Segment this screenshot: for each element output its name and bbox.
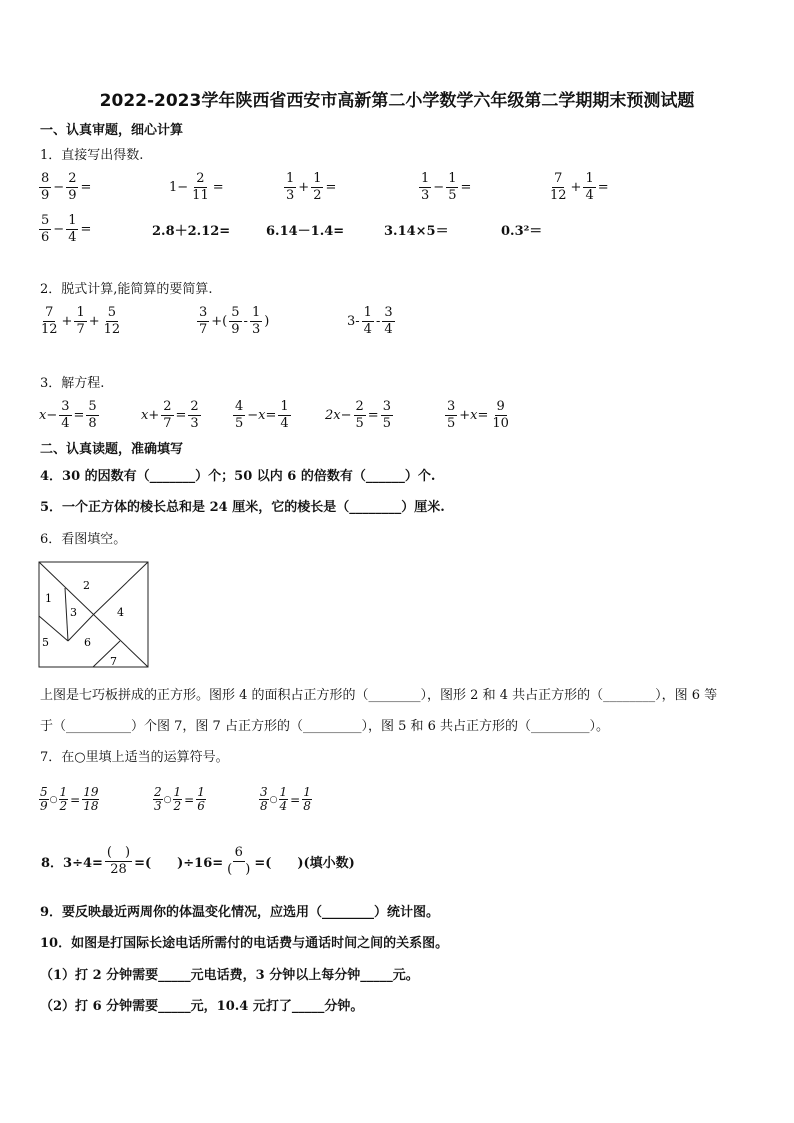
fraction: $\frac{5}{8}$ xyxy=(88,399,97,431)
q3-label: 3．解方程. xyxy=(40,376,105,391)
fraction: $\frac{1}{4}$ xyxy=(585,171,594,203)
tangram-edge-a xyxy=(65,588,68,641)
q1-r1-item1: $\frac{8}{9}$ − $\frac{2}{9}$ = xyxy=(41,171,92,203)
tangram-label-7: 7 xyxy=(110,655,117,668)
fraction: 2 3 xyxy=(154,785,162,813)
q7-item-3: 3 8 ○ $\frac{1}{4}$ = $\frac{1}{8}$ xyxy=(260,785,311,813)
q6-line-2: 于（__________）个图 7，图 7 占正方形的（_________），图 5 和 6 共占正方形的（_________）。 xyxy=(40,719,610,734)
fraction: $\frac{5}{6}$ xyxy=(41,213,50,245)
section-2-heading: 二、认真读题，准确填写 xyxy=(40,442,184,457)
q10-label: 10．如图是打国际长途电话所需付的电话费与通话时间之间的关系图。 xyxy=(40,936,449,951)
fraction: $\frac{3}{7}$ xyxy=(199,305,208,337)
page-title: 2022-2023学年陕西省西安市高新第二小学数学六年级第二学期期末预测试题 xyxy=(99,91,695,111)
operator-circle[interactable]: ○ xyxy=(49,794,58,805)
fraction: $\frac{7}{12}$ xyxy=(550,171,567,203)
fraction: $\frac{5}{9}$ xyxy=(231,305,240,337)
q5-text: 5．一个正方体的棱长总和是 24 厘米，它的棱长是（________）厘米. xyxy=(40,500,445,515)
fraction: $\frac{1}{7}$ xyxy=(76,305,85,337)
fraction: $\frac{2}{11}$ xyxy=(192,171,209,203)
tangram-label-3: 3 xyxy=(70,606,77,619)
fraction: 5 9 xyxy=(40,785,48,813)
fraction: $\frac{1}{5}$ xyxy=(448,171,457,203)
q1-r1-item2: 1− $\frac{2}{11}$ = xyxy=(169,171,224,203)
q3-eq-4: 2x− $\frac{2}{5}$ = $\frac{3}{5}$ xyxy=(325,399,391,431)
q1-r1-item5: $\frac{7}{12}$ + $\frac{1}{4}$ = xyxy=(550,171,609,203)
q8-expression: 8．3÷4= $\frac{( )}{28}$ =( )÷16= $\frac{6}{( )}$ =( )(填小数) xyxy=(41,845,355,877)
tangram-label-6: 6 xyxy=(84,636,91,649)
q3-eq-1: x− $\frac{3}{4}$ = $\frac{5}{8}$ xyxy=(39,399,97,431)
fraction: $\frac{2}{3}$ xyxy=(190,399,199,431)
q2-expr-3: 3- $\frac{1}{4}$ - $\frac{3}{4}$ xyxy=(347,305,393,337)
q1-r2-item4: 3.14×5＝ xyxy=(384,224,449,239)
q2-label: 2．脱式计算,能简算的要简算. xyxy=(40,282,213,297)
fraction: $\frac{1}{3}$ xyxy=(286,171,295,203)
fraction: $\frac{7}{12}$ xyxy=(41,305,58,337)
tangram-label-4: 4 xyxy=(117,606,124,619)
fraction: $\frac{3}{5}$ xyxy=(447,399,456,431)
q10-sub-2: （2）打 6 分钟需要_____元，10.4 元打了_____分钟。 xyxy=(40,999,364,1014)
q1-r2-item5: 0.3²＝ xyxy=(501,224,543,239)
q2-expr-2: $\frac{3}{7}$ +( $\frac{5}{9}$ - $\frac{1}{3}$ ) xyxy=(199,305,270,337)
fraction: $\frac{1}{4}$ xyxy=(279,785,288,813)
fraction: $\frac{5}{12}$ xyxy=(103,305,121,337)
q6-line-1: 上图是七巧板拼成的正方形。图形 4 的面积占正方形的（________），图形 2 和 4 共占正方形的（________），图 6 等 xyxy=(40,688,718,703)
q7-item-1: 5 9 ○ $\frac{1}{2}$ = $\frac{19}{18}$ xyxy=(40,785,99,813)
q6-label: 6．看图填空。 xyxy=(40,532,127,547)
q9-text: 9．要反映最近两周你的体温变化情况，应选用（________）统计图。 xyxy=(40,905,440,920)
fraction: $\frac{19}{18}$ xyxy=(83,785,99,813)
q1-r2-item3: 6.14－1.4= xyxy=(266,224,345,239)
fraction: $\frac{1}{6}$ xyxy=(197,785,205,813)
operator-circle[interactable]: ○ xyxy=(163,794,172,805)
fraction: $\frac{1}{2}$ xyxy=(313,171,322,203)
tangram-label-5: 5 xyxy=(42,636,49,649)
q4-text: 4．30 的因数有（_______）个；50 以内 6 的倍数有（______）个. xyxy=(40,469,436,484)
fraction: $\frac{1}{4}$ xyxy=(68,213,77,245)
q3-eq-5: $\frac{3}{5}$ +x= $\frac{9}{10}$ xyxy=(447,399,509,431)
fraction: $\frac{3}{5}$ xyxy=(382,399,391,431)
fraction: $\frac{3}{4}$ xyxy=(61,399,70,431)
fraction: $\frac{2}{7}$ xyxy=(163,399,172,431)
tangram-figure xyxy=(38,561,150,669)
q10-sub-1: （1）打 2 分钟需要_____元电话费，3 分钟以上每分钟_____元。 xyxy=(40,968,419,983)
q7-label: 7．在○里填上适当的运算符号。 xyxy=(40,750,229,765)
fraction: $\frac{6}{( )}$ xyxy=(227,845,251,877)
tangram-label-2: 2 xyxy=(83,579,90,592)
fraction: $\frac{8}{9}$ xyxy=(41,171,50,203)
section-1-heading: 一、认真审题，细心计算 xyxy=(40,123,184,138)
fraction: $\frac{1}{2}$ xyxy=(173,785,182,813)
fraction: $\frac{9}{10}$ xyxy=(492,399,509,431)
fraction: $\frac{1}{2}$ xyxy=(59,785,68,813)
fraction: $\frac{1}{4}$ xyxy=(363,305,372,337)
fraction: $\frac{1}{3}$ xyxy=(251,305,261,337)
q1-r1-item4: $\frac{1}{3}$ − $\frac{1}{5}$ = xyxy=(421,171,472,203)
operator-circle[interactable]: ○ xyxy=(269,794,278,805)
q1-r2-item2: 2.8＋2.12= xyxy=(152,224,231,239)
fraction: $\frac{2}{9}$ xyxy=(68,171,77,203)
q3-eq-3: $\frac{4}{5}$ −x= $\frac{1}{4}$ xyxy=(235,399,289,431)
fraction: $\frac{4}{5}$ xyxy=(235,399,244,431)
q2-expr-1: $\frac{7}{12}$ + $\frac{1}{7}$ + $\frac{5}{12}$ xyxy=(41,305,121,337)
tangram-label-1: 1 xyxy=(45,592,52,605)
q1-r2-item1: $\frac{5}{6}$ − $\frac{1}{4}$ = xyxy=(41,213,92,245)
fraction: $\frac{( )}{28}$ xyxy=(106,845,131,877)
fraction: 3 8 xyxy=(260,785,268,813)
fraction: $\frac{2}{5}$ xyxy=(355,399,364,431)
fraction: $\frac{1}{8}$ xyxy=(303,785,311,813)
fraction: $\frac{3}{4}$ xyxy=(384,305,393,337)
fraction: $\frac{1}{3}$ xyxy=(421,171,430,203)
q1-r1-item3: $\frac{1}{3}$ + $\frac{1}{2}$ = xyxy=(286,171,337,203)
q1-label: 1．直接写出得数. xyxy=(40,148,144,163)
q3-eq-2: x+ $\frac{2}{7}$ = $\frac{2}{3}$ xyxy=(141,399,199,431)
fraction: $\frac{1}{4}$ xyxy=(280,399,289,431)
q7-item-2: 2 3 ○ $\frac{1}{2}$ = $\frac{1}{6}$ xyxy=(154,785,205,813)
